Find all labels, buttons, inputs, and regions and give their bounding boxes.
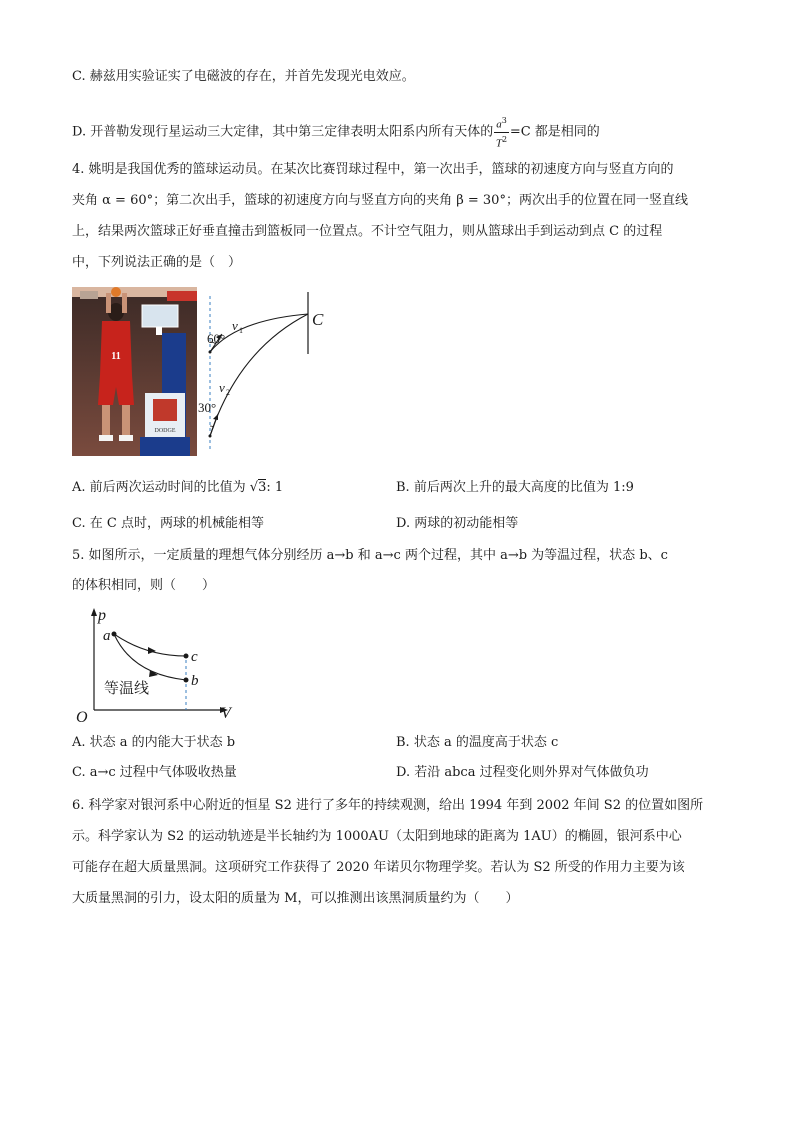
jersey-number: 11 [111,351,121,362]
q4-stem-line-3: 上，结果两次篮球正好垂直撞击到篮板同一位置点。不计空气阻力，则从篮球出手到运动到点 C 的过程 [72,224,663,239]
v2-subscript: 2 [226,388,230,397]
dodge-sign-text: DODGE [154,428,176,434]
sqrt-symbol: √3 [249,480,267,495]
q4-stem-line-1: 4. 姚明是我国优秀的篮球运动员。在某次比赛罚球过程中，第一次出手，篮球的初速度方向与竖直方向的 [72,162,674,177]
angle-60-label: 60° [207,331,226,346]
point-c-label: C [312,310,324,329]
q4-stem-line-2: 夹角 α = 60°；第二次出手，篮球的初速度方向与竖直方向的夹角 β = 30°；两次出手的位置在同一竖直线 [72,193,688,208]
point-b [184,678,189,683]
q4-option-b: B. 前后两次上升的最大高度的比值为 1:9 [396,480,634,495]
q4-stem-line-4: 中，下列说法正确的是（ ） [72,255,242,270]
basketball-photo [72,287,197,456]
origin-label: O [76,709,88,726]
q4-option-a [72,479,283,497]
p-axis-label: p [98,607,106,624]
q5-option-b: B. 状态 a 的温度高于状态 c [396,735,559,750]
q6-stem-line-2: 示。科学家认为 S2 的运动轨迹是半长轴约为 1000AU（太阳到地球的距离为 1AU）的椭圆，银河系中心 [72,829,682,844]
q5-option-a: A. 状态 a 的内能大于状态 b [72,735,236,750]
trajectory-diagram [198,290,338,456]
q5-stem-line-2: 的体积相同，则（ ） [72,578,216,593]
q4-option-a-prefix: A. 前后两次运动时间的比值为 [72,480,246,495]
q4-option-d: D. 两球的初动能相等 [396,516,519,531]
v-axis-label: V [221,705,231,722]
point-c-label: c [191,649,198,665]
angle-30-label: 30° [198,400,217,415]
q6-stem-line-4: 大质量黑洞的引力，设太阳的质量为 M，可以推测出该黑洞质量约为（ ） [72,891,519,906]
point-c [184,654,189,659]
q4-option-a-suffix: : 1 [266,480,284,495]
v1-subscript: 1 [239,326,243,335]
point-b-label: b [191,673,199,689]
q3-option-c: C. 赫兹用实验证实了电磁波的存在，并首先发现光电效应。 [72,69,415,84]
isotherm-label: 等温线 [104,679,150,697]
q6-stem-line-1: 6. 科学家对银河系中心附近的恒星 S2 进行了多年的持续观测，给出 1994 年到 2002 年间 S2 的位置如图所 [72,798,704,813]
q5-option-c: C. a→c 过程中气体吸收热量 [72,765,237,780]
kepler-ratio-fraction: $\frac{a^3}{T^2}$ [495,116,508,150]
q6-stem-line-3: 可能存在超大质量黑洞。这项研究工作获得了 2020 年诺贝尔物理学奖。若认为 S2 所受的作用力主要为该 [72,860,685,875]
point-a [112,632,117,637]
v1-label: v [232,318,238,333]
q3-option-d [72,114,600,150]
q5-stem-line-1: 5. 如图所示，一定质量的理想气体分别经历 a→b 和 a→c 两个过程，其中 a→b 为等温过程，状态 b、c [72,548,668,563]
q4-option-c: C. 在 C 点时，两球的机械能相等 [72,516,264,531]
v2-label: v [219,380,225,395]
pv-diagram [72,604,242,726]
point-a-label: a [103,628,111,644]
q3-option-d-suffix: =C 都是相同的 [509,124,600,140]
q3-option-d-prefix: D. 开普勒发现行星运动三大定律，其中第三定律表明太阳系内所有天体的 [72,124,494,140]
q5-option-d: D. 若沿 abca 过程变化则外界对气体做负功 [396,765,649,780]
